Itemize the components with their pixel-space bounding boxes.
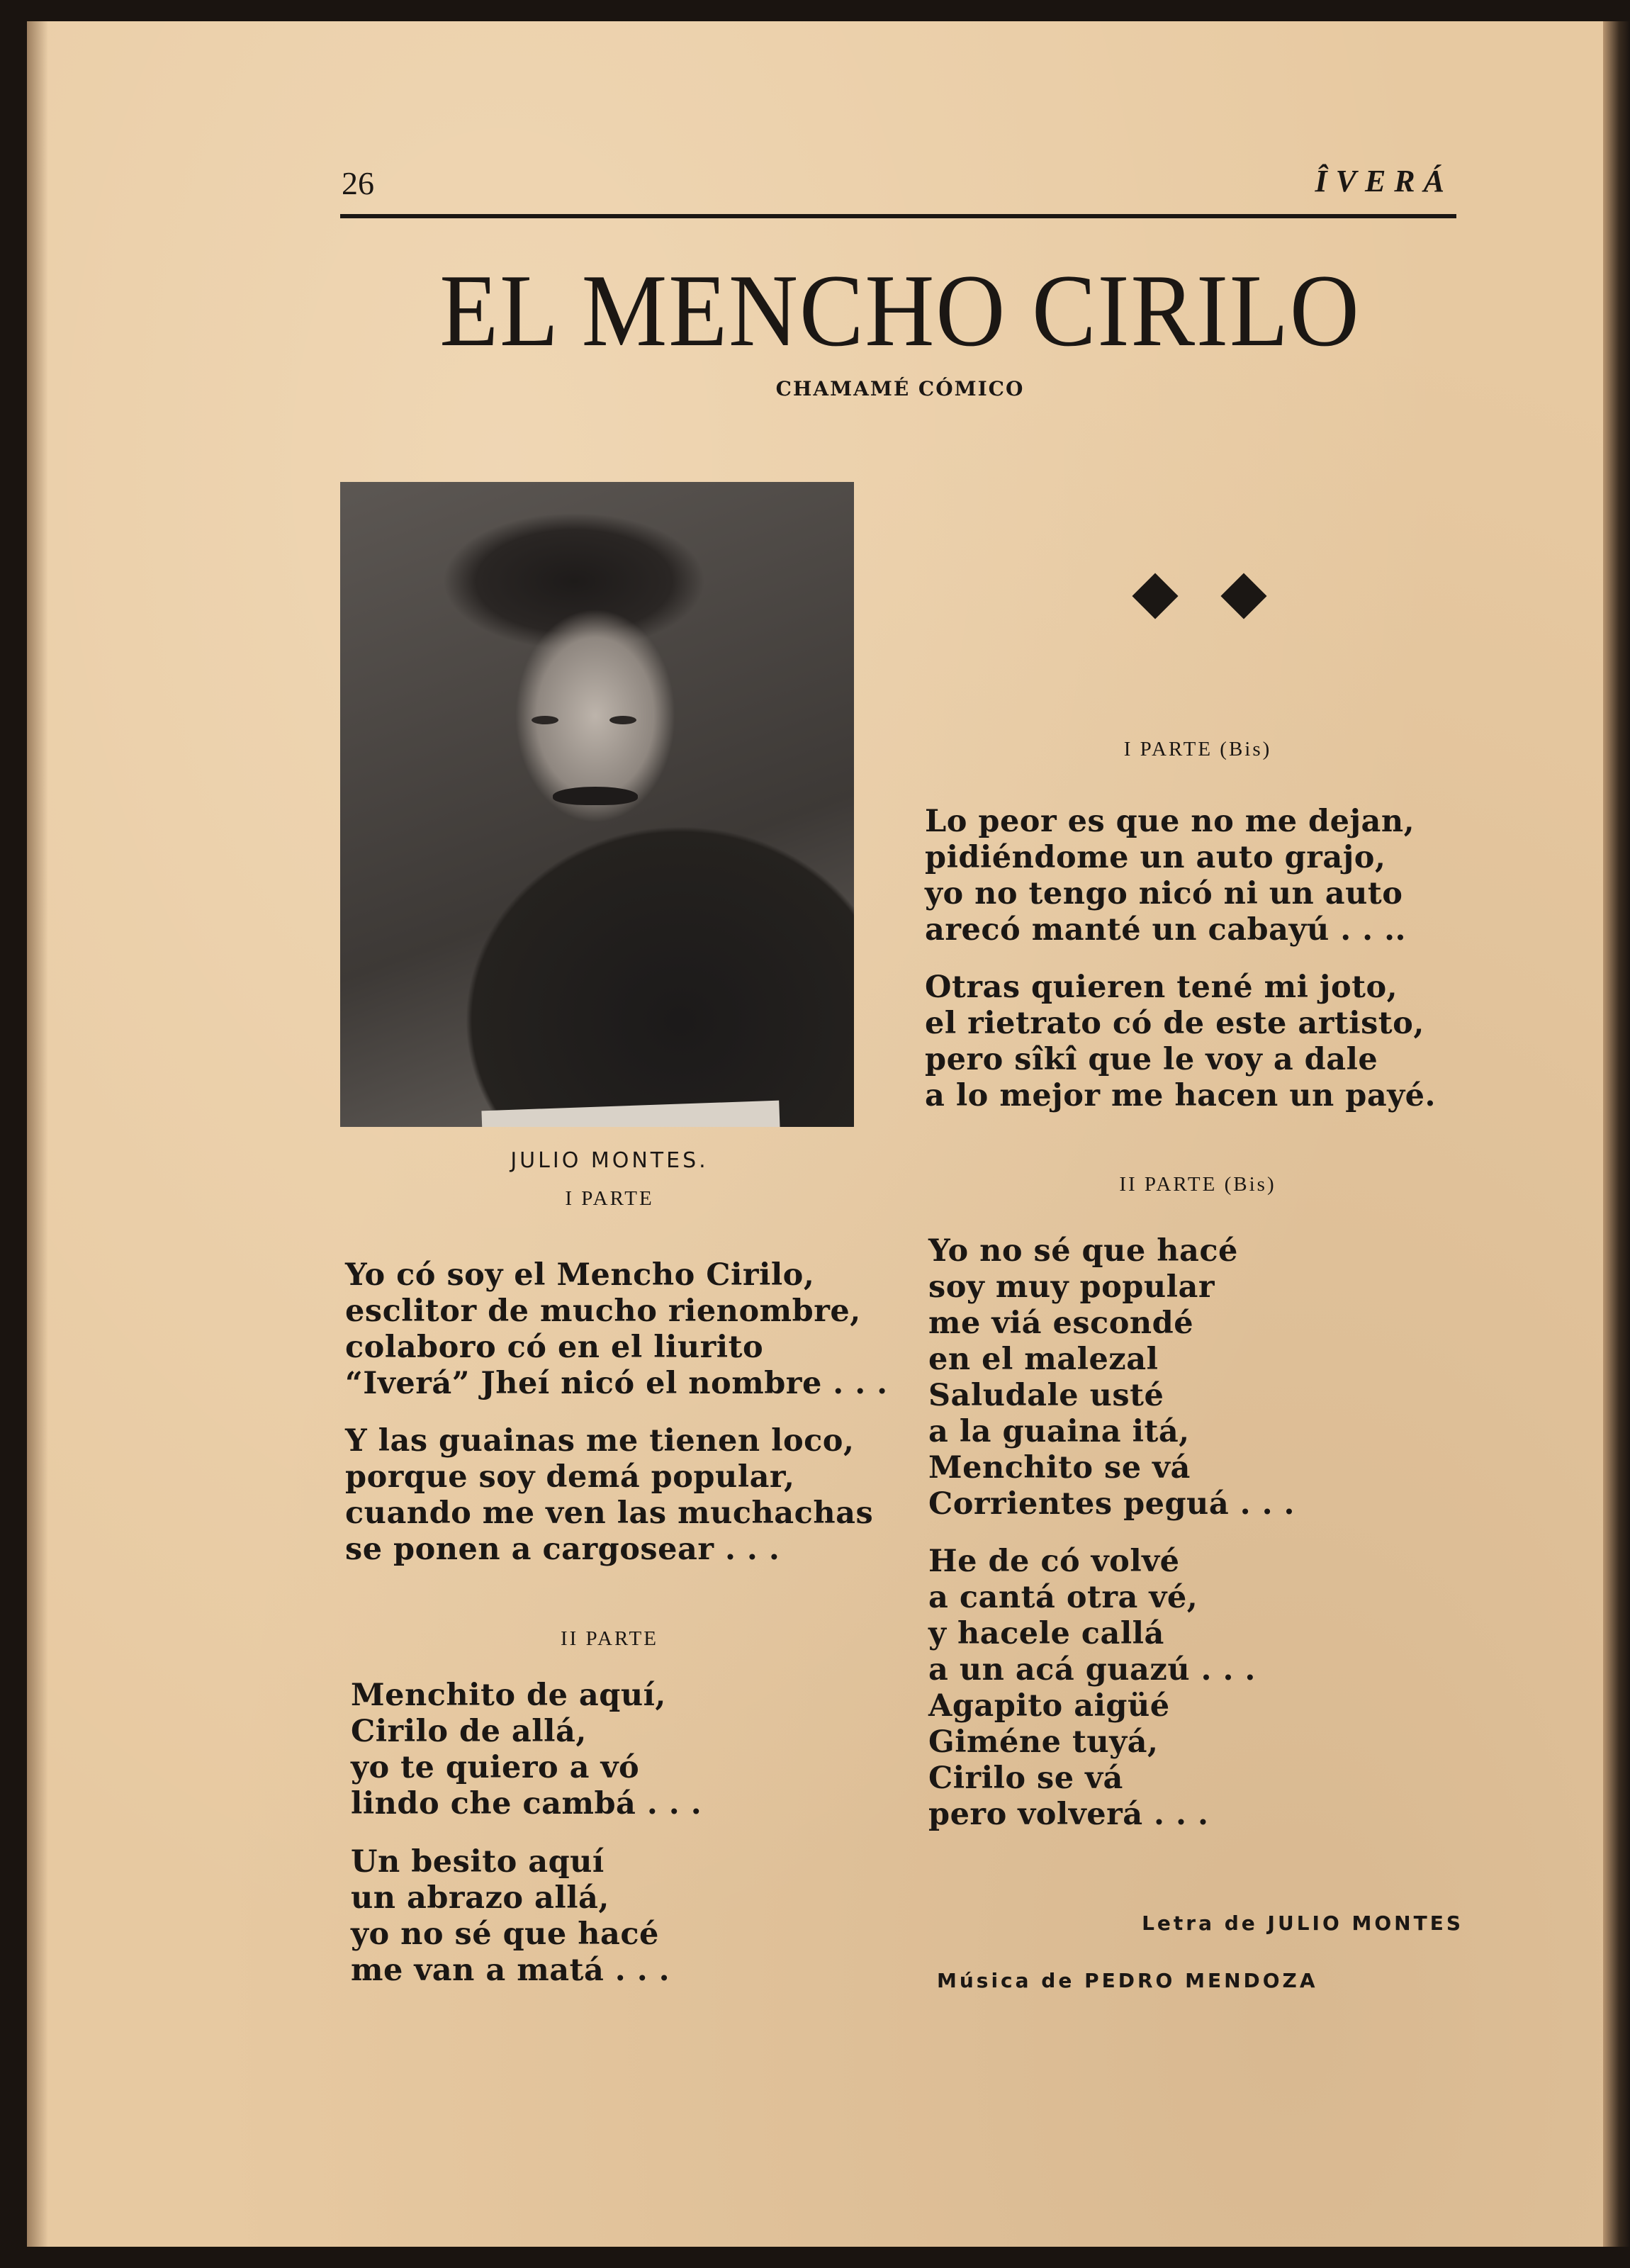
lyric-line: Otras quieren tené mi joto, (925, 970, 1398, 1005)
page-shadow-left (27, 21, 48, 2247)
lyric-line: Menchito se vá (928, 1450, 1191, 1486)
lyric-line: Y las guainas me tienen loco, (345, 1423, 855, 1459)
lyric-line: a un acá guazú . . . (928, 1652, 1256, 1688)
photo-mustache (553, 787, 638, 805)
lyric-line: He de có volvé (928, 1544, 1180, 1579)
section-heading: II PARTE (Bis) (1119, 1173, 1276, 1196)
stanza (928, 1233, 1295, 1522)
song-genre: CHAMAMÉ CÓMICO (775, 377, 1025, 400)
stanza (925, 970, 1436, 1114)
lyric-line: Giméne tuyá, (928, 1724, 1159, 1760)
lyric-line: Un besito aquí (351, 1844, 605, 1880)
lyric-line: Cirilo se vá (928, 1761, 1123, 1796)
portrait-photo (340, 482, 854, 1127)
lyric-line: me viá escondé (928, 1306, 1194, 1341)
lyric-line: un abrazo allá, (351, 1880, 609, 1916)
section-heading: I PARTE (Bis) (1123, 738, 1272, 760)
header-rule (340, 214, 1456, 218)
lyric-line: porque soy demá popular, (345, 1459, 795, 1495)
lyric-line: cuando me ven las muchachas (345, 1495, 874, 1531)
photo-eye (609, 716, 636, 724)
lyric-line: y hacele callá (928, 1616, 1164, 1651)
lyrics-credit: Letra de JULIO MONTES (1142, 1911, 1463, 1935)
section-heading: II PARTE (560, 1627, 658, 1650)
stanza (925, 804, 1415, 948)
lyric-line: pidiéndome un auto grajo, (925, 840, 1386, 875)
stanza (351, 1844, 670, 1989)
lyric-line: lindo che cambá . . . (351, 1786, 702, 1821)
lyric-line: Agapito aigüé (928, 1688, 1170, 1724)
photo-caption: JULIO MONTES. (510, 1148, 709, 1173)
lyric-line: pero volverá . . . (928, 1797, 1209, 1832)
lyric-line: a lo mejor me hacen un payé. (925, 1078, 1437, 1113)
magazine-name: ÎVERÁ (1315, 164, 1453, 198)
lyric-line: pero sîkî que le voy a dale (925, 1042, 1378, 1077)
stanza (351, 1678, 702, 1822)
lyric-line: a cantá otra vé, (928, 1580, 1198, 1615)
song-title: EL MENCHO CIRILO (439, 253, 1361, 368)
page-number: 26 (342, 165, 374, 201)
lyric-line: en el malezal (928, 1342, 1159, 1377)
music-credit: Música de PEDRO MENDOZA (937, 1969, 1318, 1992)
lyric-line: soy muy popular (928, 1269, 1215, 1305)
lyric-line: Cirilo de allá, (351, 1714, 587, 1749)
stanza (345, 1423, 873, 1568)
lyric-line: se ponen a cargosear . . . (345, 1532, 780, 1567)
lyric-line: yo no sé que hacé (351, 1916, 659, 1952)
lyric-line: arecó manté un cabayú . . .. (925, 912, 1407, 948)
lyric-line: Menchito de aquí, (351, 1678, 666, 1713)
lyric-line: yo no tengo nicó ni un auto (925, 876, 1403, 911)
lyric-line: Lo peor es que no me dejan, (925, 804, 1415, 839)
lyric-line: Yo có soy el Mencho Cirilo, (345, 1257, 815, 1293)
lyric-line: yo te quiero a vó (351, 1750, 640, 1785)
photo-collar (481, 1101, 780, 1127)
lyric-line: esclitor de mucho rienombre, (345, 1293, 861, 1329)
lyric-line: el rietrato có de este artisto, (925, 1006, 1424, 1041)
lyric-line: a la guaina itá, (928, 1414, 1190, 1449)
lyric-line: Corrientes peguá . . . (928, 1486, 1295, 1522)
stanza (928, 1544, 1256, 1833)
lyric-line: Saludale usté (928, 1378, 1164, 1413)
lyric-line: me van a matá . . . (351, 1953, 670, 1988)
photo-eye (532, 716, 558, 724)
lyric-line: “Iverá” Jheí nicó el nombre . . . (345, 1366, 888, 1401)
stanza (345, 1257, 888, 1402)
lyric-line: colaboro có en el liurito (345, 1330, 764, 1365)
section-heading: I PARTE (565, 1187, 654, 1210)
lyric-line: Yo no sé que hacé (928, 1233, 1238, 1269)
